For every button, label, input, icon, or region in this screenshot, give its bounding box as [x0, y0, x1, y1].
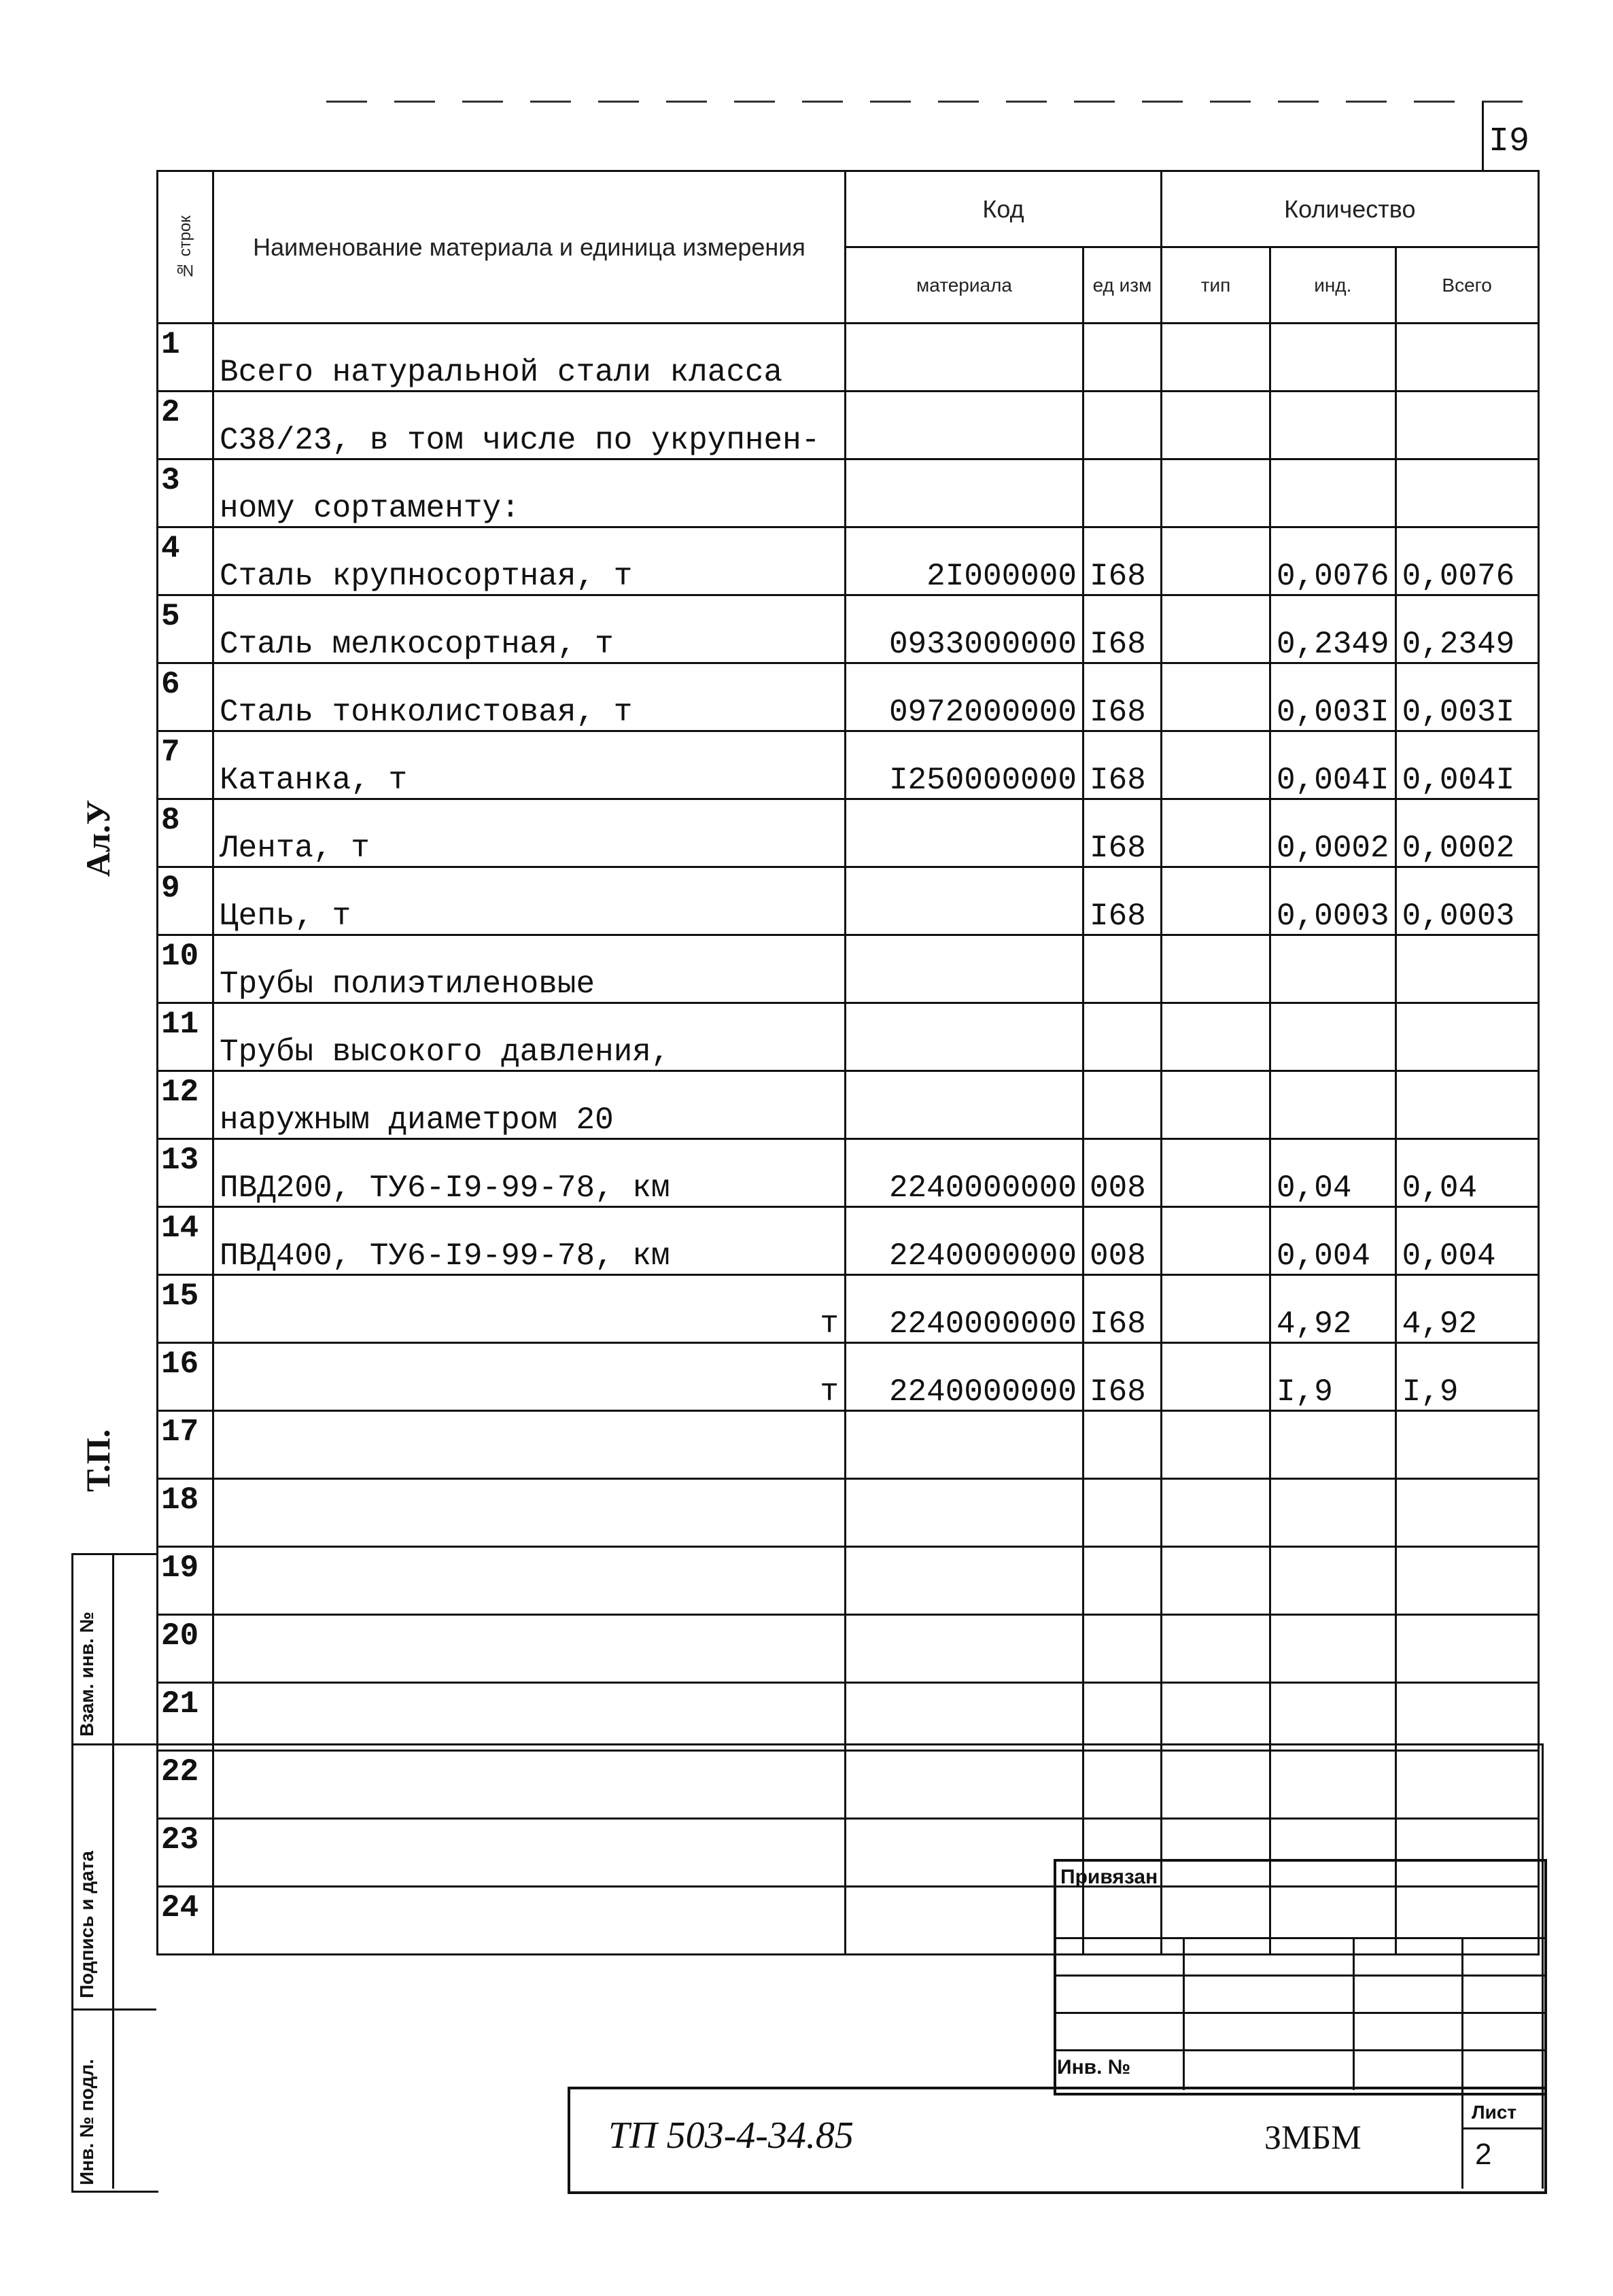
table-row [158, 1139, 1539, 1207]
row-number-cell: 10 [158, 935, 213, 1003]
table-row [158, 731, 1539, 799]
row-number-cell: 18 [158, 1479, 213, 1547]
inv-podl-label: Инв. № подл. [76, 2059, 97, 2185]
qty-total-cell: 0,04 [1395, 1139, 1538, 1207]
qty-type-cell [1162, 324, 1270, 392]
material-code-cell [846, 324, 1083, 392]
material-name-cell: С38/23, в том числе по укрупнен- [213, 392, 846, 459]
unit-code-cell: 008 [1083, 1207, 1162, 1275]
qty-type-cell [1162, 459, 1270, 527]
qty-ind-cell [1270, 1411, 1396, 1479]
qty-ind-cell [1270, 392, 1396, 459]
table-row [158, 1479, 1539, 1547]
material-code-cell: 2240000000 [846, 1275, 1083, 1343]
header-code: Код [846, 171, 1162, 247]
material-code-cell [846, 935, 1083, 1003]
qty-total-cell: 0,004 [1395, 1207, 1538, 1275]
qty-type-cell [1162, 799, 1270, 867]
material-code-cell: 2240000000 [846, 1343, 1083, 1411]
table-row [158, 867, 1539, 935]
row-number-cell: 19 [158, 1547, 213, 1615]
table-row [158, 392, 1539, 459]
qty-ind-cell: 0,0003 [1270, 867, 1396, 935]
material-name-cell [213, 1819, 846, 1887]
privyazan-col-line-3 [1461, 1937, 1463, 2090]
qty-ind-cell: I,9 [1270, 1343, 1396, 1411]
material-name-cell [213, 1547, 846, 1615]
unit-code-cell: I68 [1083, 731, 1162, 799]
header-row-number: № строк [158, 171, 213, 324]
unit-code-cell [1083, 324, 1162, 392]
qty-total-cell: 0,2349 [1395, 595, 1538, 663]
material-code-cell [846, 1003, 1083, 1071]
row-number-cell: 3 [158, 459, 213, 527]
material-code-cell [846, 1547, 1083, 1615]
row-number-cell: 24 [158, 1887, 213, 1955]
row-number-cell: 13 [158, 1139, 213, 1207]
list-number: 2 [1475, 2138, 1492, 2171]
privyazan-row-line-4 [1054, 2049, 1544, 2051]
table-row [158, 1071, 1539, 1139]
unit-code-cell: I68 [1083, 1343, 1162, 1411]
unit-code-cell [1083, 1071, 1162, 1139]
top-dashed-line [326, 101, 1550, 103]
qty-total-cell [1395, 459, 1538, 527]
material-name-cell [213, 1411, 846, 1479]
row-number-cell: 1 [158, 324, 213, 392]
table-row [158, 1411, 1539, 1479]
qty-type-cell [1162, 1003, 1270, 1071]
unit-code-cell [1083, 935, 1162, 1003]
material-name-cell: т [213, 1343, 846, 1411]
title-list-divider [1461, 2087, 1463, 2189]
specification-table [156, 170, 1540, 1955]
qty-type-cell [1162, 1207, 1270, 1275]
qty-type-cell [1162, 595, 1270, 663]
qty-total-cell: 0,0002 [1395, 799, 1538, 867]
row-number-cell: 14 [158, 1207, 213, 1275]
unit-code-cell [1083, 1683, 1162, 1751]
material-name-cell [213, 1615, 846, 1683]
page-number-divider [1482, 102, 1484, 170]
material-name-cell [213, 1479, 846, 1547]
qty-type-cell [1162, 663, 1270, 731]
material-code-cell [846, 799, 1083, 867]
material-name-cell: ному сортаменту: [213, 459, 846, 527]
material-name-cell: Цепь, т [213, 867, 846, 935]
qty-total-cell: 0,0003 [1395, 867, 1538, 935]
header-qty-total: Всего [1395, 247, 1538, 324]
qty-total-cell: 0,004I [1395, 731, 1538, 799]
unit-code-cell [1083, 1751, 1162, 1819]
material-code-cell [846, 1411, 1083, 1479]
qty-ind-cell [1270, 1003, 1396, 1071]
privyazan-col-line-2 [1353, 1937, 1355, 2090]
unit-code-cell [1083, 459, 1162, 527]
qty-ind-cell [1270, 459, 1396, 527]
table-row [158, 527, 1539, 595]
qty-total-cell [1395, 1547, 1538, 1615]
qty-ind-cell [1270, 1751, 1396, 1819]
qty-ind-cell [1270, 1547, 1396, 1615]
list-cell-divider [1461, 2127, 1543, 2129]
material-name-cell [213, 1887, 846, 1955]
material-code-cell: 2I000000 [846, 527, 1083, 595]
qty-type-cell [1162, 731, 1270, 799]
table-row [158, 799, 1539, 867]
header-code-material: материала [846, 247, 1083, 324]
row-number-cell: 2 [158, 392, 213, 459]
unit-code-cell [1083, 1411, 1162, 1479]
qty-ind-cell [1270, 1479, 1396, 1547]
qty-total-cell [1395, 1071, 1538, 1139]
qty-type-cell [1162, 527, 1270, 595]
material-code-cell [846, 1615, 1083, 1683]
table-row [158, 1683, 1539, 1751]
unit-code-cell: I68 [1083, 799, 1162, 867]
material-name-cell: Всего натуральной стали класса [213, 324, 846, 392]
qty-type-cell [1162, 867, 1270, 935]
qty-type-cell [1162, 1751, 1270, 1819]
table-row [158, 1207, 1539, 1275]
qty-type-cell [1162, 1275, 1270, 1343]
table-bottom-line [156, 1743, 1543, 1745]
qty-ind-cell: 0,004I [1270, 731, 1396, 799]
qty-total-cell [1395, 1479, 1538, 1547]
row-number-cell: 16 [158, 1343, 213, 1411]
qty-total-cell [1395, 1683, 1538, 1751]
podpis-data-label: Подпись и дата [76, 1851, 97, 1998]
material-code-cell [846, 867, 1083, 935]
qty-ind-cell [1270, 1071, 1396, 1139]
header-quantity: Количество [1162, 171, 1539, 247]
material-name-cell: Сталь тонколистовая, т [213, 663, 846, 731]
row-number-cell: 12 [158, 1071, 213, 1139]
qty-total-cell [1395, 1411, 1538, 1479]
side-strip-divider-1 [71, 1743, 156, 1745]
qty-ind-cell: 4,92 [1270, 1275, 1396, 1343]
row-number-cell: 23 [158, 1819, 213, 1887]
table-row [158, 1003, 1539, 1071]
qty-total-cell: 4,92 [1395, 1275, 1538, 1343]
table-row [158, 1751, 1539, 1819]
material-code-cell [846, 1887, 1083, 1955]
row-number-cell: 20 [158, 1615, 213, 1683]
material-name-cell: Лента, т [213, 799, 846, 867]
qty-total-cell [1395, 1751, 1538, 1819]
material-code-cell: I250000000 [846, 731, 1083, 799]
qty-ind-cell: 0,0076 [1270, 527, 1396, 595]
material-code-cell: 2240000000 [846, 1207, 1083, 1275]
row-number-cell: 15 [158, 1275, 213, 1343]
qty-ind-cell [1270, 1683, 1396, 1751]
row-number-cell: 17 [158, 1411, 213, 1479]
material-name-cell: т [213, 1275, 846, 1343]
row-number-cell: 22 [158, 1751, 213, 1819]
header-name: Наименование материала и единица измерения [213, 171, 846, 324]
qty-type-cell [1162, 1479, 1270, 1547]
side-strip-divider-2 [71, 2008, 156, 2011]
qty-ind-cell [1270, 935, 1396, 1003]
qty-type-cell [1162, 1547, 1270, 1615]
material-code-cell: 0933000000 [846, 595, 1083, 663]
header-qty-type: тип [1162, 247, 1270, 324]
unit-code-cell [1083, 1615, 1162, 1683]
qty-total-cell [1395, 1615, 1538, 1683]
table-row [158, 324, 1539, 392]
material-code-cell [846, 1071, 1083, 1139]
row-number-cell: 9 [158, 867, 213, 935]
tp-label: Т.П. [79, 1429, 117, 1492]
qty-ind-cell: 0,0002 [1270, 799, 1396, 867]
header-qty-ind: инд. [1270, 247, 1396, 324]
material-name-cell: Сталь крупносортная, т [213, 527, 846, 595]
material-code-cell [846, 1479, 1083, 1547]
row-number-cell: 6 [158, 663, 213, 731]
qty-total-cell: I,9 [1395, 1343, 1538, 1411]
material-code-cell [846, 1819, 1083, 1887]
qty-type-cell [1162, 1343, 1270, 1411]
qty-type-cell [1162, 1615, 1270, 1683]
table-row [158, 1615, 1539, 1683]
qty-ind-cell: 0,003I [1270, 663, 1396, 731]
privyazan-label: Привязан [1060, 1866, 1158, 1888]
qty-ind-cell [1270, 324, 1396, 392]
table-row [158, 595, 1539, 663]
privyazan-row-line-1 [1054, 1937, 1544, 1939]
table-row [158, 1547, 1539, 1615]
table-row [158, 1343, 1539, 1411]
qty-total-cell: 0,0076 [1395, 527, 1538, 595]
vzam-inv-label: Взам. инв. № [76, 1612, 97, 1737]
qty-ind-cell: 0,004 [1270, 1207, 1396, 1275]
unit-code-cell [1083, 1003, 1162, 1071]
privyazan-row-line-2 [1054, 1975, 1544, 1977]
qty-total-cell: 0,003I [1395, 663, 1538, 731]
table-row [158, 1275, 1539, 1343]
qty-total-cell [1395, 392, 1538, 459]
unit-code-cell: I68 [1083, 867, 1162, 935]
qty-ind-cell: 0,04 [1270, 1139, 1396, 1207]
table-row [158, 459, 1539, 527]
qty-total-cell [1395, 1003, 1538, 1071]
qty-type-cell [1162, 392, 1270, 459]
row-number-cell: 8 [158, 799, 213, 867]
row-number-cell: 11 [158, 1003, 213, 1071]
material-name-cell [213, 1751, 846, 1819]
material-code-cell [846, 459, 1083, 527]
privyazan-row-line-3 [1054, 2012, 1544, 2014]
inv-no-label: Инв. № [1057, 2056, 1131, 2078]
unit-code-cell: I68 [1083, 595, 1162, 663]
material-code-cell [846, 1751, 1083, 1819]
qty-type-cell [1162, 1411, 1270, 1479]
material-code-cell: 0972000000 [846, 663, 1083, 731]
material-name-cell: ПВД400, ТУ6-I9-99-78, км [213, 1207, 846, 1275]
qty-type-cell [1162, 1139, 1270, 1207]
material-name-cell [213, 1683, 846, 1751]
table-row [158, 663, 1539, 731]
unit-code-cell: 008 [1083, 1139, 1162, 1207]
header-code-unit: ед изм [1083, 247, 1162, 324]
material-code-cell [846, 1683, 1083, 1751]
qty-total-cell [1395, 324, 1538, 392]
material-name-cell: Трубы высокого давления, [213, 1003, 846, 1071]
row-number-cell: 7 [158, 731, 213, 799]
privyazan-col-line-1 [1183, 1937, 1185, 2090]
list-label: Лист [1472, 2102, 1517, 2123]
unit-code-cell [1083, 1479, 1162, 1547]
qty-ind-cell [1270, 1615, 1396, 1683]
qty-type-cell [1162, 1071, 1270, 1139]
material-name-cell: ПВД200, ТУ6-I9-99-78, км [213, 1139, 846, 1207]
organization-code: ЗМБМ [1264, 2118, 1361, 2156]
table-row [158, 935, 1539, 1003]
material-code-cell [846, 392, 1083, 459]
qty-type-cell [1162, 935, 1270, 1003]
row-number-cell: 21 [158, 1683, 213, 1751]
material-code-cell: 2240000000 [846, 1139, 1083, 1207]
qty-total-cell [1395, 935, 1538, 1003]
unit-code-cell: I68 [1083, 663, 1162, 731]
album-label: Ал.У [79, 799, 117, 877]
material-name-cell: Катанка, т [213, 731, 846, 799]
unit-code-cell: I68 [1083, 527, 1162, 595]
material-name-cell: Сталь мелкосортная, т [213, 595, 846, 663]
unit-code-cell [1083, 392, 1162, 459]
unit-code-cell [1083, 1547, 1162, 1615]
material-name-cell: наружным диаметром 20 [213, 1071, 846, 1139]
row-number-cell: 4 [158, 527, 213, 595]
unit-code-cell: I68 [1083, 1275, 1162, 1343]
document-code: ТП 503-4-34.85 [608, 2115, 854, 2157]
qty-ind-cell: 0,2349 [1270, 595, 1396, 663]
row-number-cell: 5 [158, 595, 213, 663]
material-name-cell: Трубы полиэтиленовые [213, 935, 846, 1003]
page-number: I9 [1489, 122, 1530, 161]
qty-type-cell [1162, 1683, 1270, 1751]
